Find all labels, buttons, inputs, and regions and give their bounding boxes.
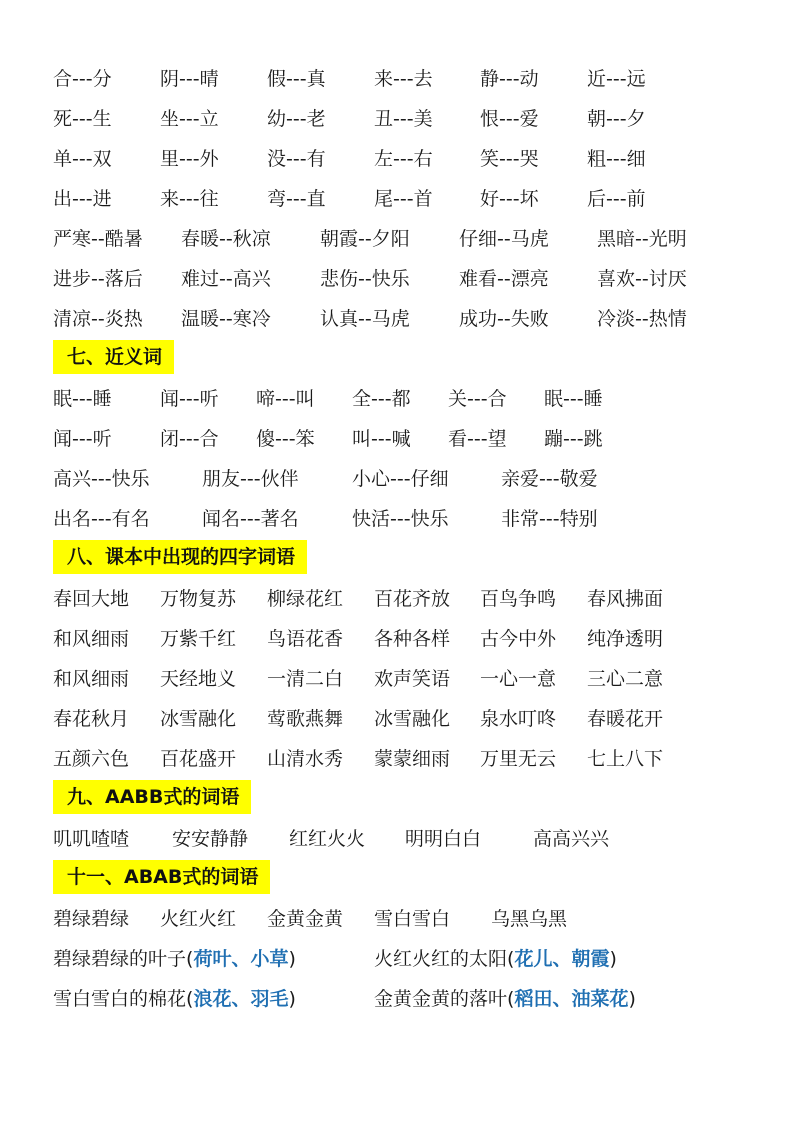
word-pair: 来---去: [374, 68, 433, 90]
idiom: 万里无云: [480, 748, 557, 770]
aabb-word: 红红火火: [289, 828, 366, 850]
abab-word: 金黄金黄: [267, 908, 344, 930]
antonym-row: [0, 184, 793, 214]
word-pair: 闻---听: [53, 428, 112, 450]
abab-row: [0, 904, 793, 934]
paren-close: ): [288, 948, 296, 970]
paren-close: ): [628, 988, 636, 1010]
synonym-row: [0, 424, 793, 454]
idiom: 各种各样: [374, 628, 451, 650]
idiom: 春风拂面: [587, 588, 664, 610]
phrase-prefix: 金黄金黄的落叶: [374, 988, 508, 1010]
idiom: 万紫千红: [160, 628, 237, 650]
idiom: 山清水秀: [267, 748, 344, 770]
word-pair: 出---进: [53, 188, 112, 210]
word-pair: 全---都: [352, 388, 411, 410]
idiom: 春回大地: [53, 588, 130, 610]
word-pair: 难看--漂亮: [459, 268, 549, 290]
word-pair: 没---有: [267, 148, 326, 170]
paren-open: (: [186, 988, 194, 1010]
idiom: 冰雪融化: [160, 708, 237, 730]
paren-open: (: [186, 948, 194, 970]
antonym-row: [0, 64, 793, 94]
word-pair: 假---真: [267, 68, 326, 90]
word-pair: 闻---听: [160, 388, 219, 410]
word-pair: 春暖--秋凉: [181, 228, 271, 250]
word-pair: 认真--马虎: [320, 308, 410, 330]
idiom: 欢声笑语: [374, 668, 451, 690]
word-pair: 恨---爱: [480, 108, 539, 130]
abab-phrase-row: [0, 984, 793, 1014]
word-pair: 合---分: [53, 68, 112, 90]
word-pair: 丑---美: [374, 108, 433, 130]
abab-word: 乌黑乌黑: [491, 908, 568, 930]
idiom: 七上八下: [587, 748, 664, 770]
aabb-word: 明明白白: [405, 828, 482, 850]
abab-word: 火红火红: [160, 908, 237, 930]
idiom: 一清二白: [267, 668, 344, 690]
word-pair: 小心---仔细: [352, 468, 449, 490]
aabb-word: 高高兴兴: [533, 828, 610, 850]
word-pair: 喜欢--讨厌: [597, 268, 687, 290]
idiom: 和风细雨: [53, 668, 130, 690]
paren-open: (: [507, 988, 515, 1010]
word-pair: 里---外: [160, 148, 219, 170]
idiom: 百花盛开: [160, 748, 237, 770]
word-pair: 成功--失败: [459, 308, 549, 330]
idiom-row: [0, 664, 793, 694]
idiom-row: [0, 624, 793, 654]
word-pair: 进步--落后: [53, 268, 143, 290]
idiom-row: [0, 744, 793, 774]
idiom: 百鸟争鸣: [480, 588, 557, 610]
word-pair: 静---动: [480, 68, 539, 90]
word-pair: 近---远: [587, 68, 646, 90]
section-heading-aabb: 九、AABB式的词语: [53, 780, 251, 814]
word-pair: 黑暗--光明: [597, 228, 687, 250]
antonym-row: [0, 304, 793, 334]
idiom: 莺歌燕舞: [267, 708, 344, 730]
word-pair: 死---生: [53, 108, 112, 130]
word-pair: 温暖--寒冷: [181, 308, 271, 330]
synonym-row: [0, 464, 793, 494]
word-pair: 坐---立: [160, 108, 219, 130]
word-pair: 幼---老: [267, 108, 326, 130]
abab-word: 雪白雪白: [374, 908, 451, 930]
paren-open: (: [507, 948, 515, 970]
phrase: [374, 984, 636, 1014]
idiom: 古今中外: [480, 628, 557, 650]
idiom: 泉水叮咚: [480, 708, 557, 730]
idiom: 春花秋月: [53, 708, 130, 730]
phrase: [53, 984, 296, 1014]
idiom: 春暖花开: [587, 708, 664, 730]
phrase-answer: 花儿、朝霞: [514, 948, 610, 970]
word-pair: 啼---叫: [256, 388, 315, 410]
word-pair: 出名---有名: [53, 508, 150, 530]
word-pair: 快活---快乐: [352, 508, 449, 530]
idiom: 三心二意: [587, 668, 664, 690]
word-pair: 好---坏: [480, 188, 539, 210]
phrase: [53, 944, 296, 974]
word-pair: 叫---喊: [352, 428, 411, 450]
word-pair: 眠---睡: [53, 388, 112, 410]
idiom: 冰雪融化: [374, 708, 451, 730]
word-pair: 笑---哭: [480, 148, 539, 170]
abab-phrase-row: [0, 944, 793, 974]
word-pair: 来---往: [160, 188, 219, 210]
word-pair: 关---合: [448, 388, 507, 410]
idiom: 天经地义: [160, 668, 237, 690]
idiom: 蒙蒙细雨: [374, 748, 451, 770]
word-pair: 朝---夕: [587, 108, 646, 130]
synonym-row: [0, 384, 793, 414]
idiom-row: [0, 584, 793, 614]
idiom: 和风细雨: [53, 628, 130, 650]
phrase-answer: 浪花、羽毛: [193, 988, 289, 1010]
idiom: 一心一意: [480, 668, 557, 690]
aabb-word: 安安静静: [172, 828, 249, 850]
idiom: 柳绿花红: [267, 588, 344, 610]
word-pair: 冷淡--热情: [597, 308, 687, 330]
word-pair: 左---右: [374, 148, 433, 170]
word-pair: 阴---晴: [160, 68, 219, 90]
word-pair: 看---望: [448, 428, 507, 450]
word-pair: 闻名---著名: [202, 508, 299, 530]
word-pair: 后---前: [587, 188, 646, 210]
word-pair: 仔细--马虎: [459, 228, 549, 250]
word-pair: 傻---笨: [256, 428, 315, 450]
word-pair: 严寒--酷暑: [53, 228, 143, 250]
idiom: 万物复苏: [160, 588, 237, 610]
antonym-row: [0, 144, 793, 174]
word-pair: 清凉--炎热: [53, 308, 143, 330]
phrase-prefix: 雪白雪白的棉花: [53, 988, 187, 1010]
word-pair: 朝霞--夕阳: [320, 228, 410, 250]
word-pair: 亲爱---敬爱: [501, 468, 598, 490]
word-pair: 尾---首: [374, 188, 433, 210]
word-pair: 粗---细: [587, 148, 646, 170]
synonym-row: [0, 504, 793, 534]
paren-close: ): [288, 988, 296, 1010]
antonym-row: [0, 104, 793, 134]
word-pair: 蹦---跳: [544, 428, 603, 450]
word-pair: 闭---合: [160, 428, 219, 450]
phrase-answer: 稻田、油菜花: [514, 988, 629, 1010]
section-heading-abab: 十一、ABAB式的词语: [53, 860, 270, 894]
phrase-answer: 荷叶、小草: [193, 948, 289, 970]
word-pair: 难过--高兴: [181, 268, 271, 290]
antonym-row: [0, 224, 793, 254]
word-pair: 高兴---快乐: [53, 468, 150, 490]
word-pair: 眠---睡: [544, 388, 603, 410]
phrase: [374, 944, 617, 974]
paren-close: ): [609, 948, 617, 970]
word-pair: 朋友---伙伴: [202, 468, 299, 490]
word-pair: 弯---直: [267, 188, 326, 210]
word-pair: 悲伤--快乐: [320, 268, 410, 290]
antonym-row: [0, 264, 793, 294]
phrase-prefix: 碧绿碧绿的叶子: [53, 948, 187, 970]
idiom: 鸟语花香: [267, 628, 344, 650]
idiom: 五颜六色: [53, 748, 130, 770]
idiom: 纯净透明: [587, 628, 664, 650]
section-heading-four-char: 八、课本中出现的四字词语: [53, 540, 307, 574]
phrase-prefix: 火红火红的太阳: [374, 948, 508, 970]
idiom: 百花齐放: [374, 588, 451, 610]
section-heading-synonyms: 七、近义词: [53, 340, 174, 374]
abab-word: 碧绿碧绿: [53, 908, 130, 930]
word-pair: 单---双: [53, 148, 112, 170]
aabb-row: [0, 824, 793, 854]
idiom-row: [0, 704, 793, 734]
aabb-word: 叽叽喳喳: [53, 828, 130, 850]
word-pair: 非常---特别: [501, 508, 598, 530]
